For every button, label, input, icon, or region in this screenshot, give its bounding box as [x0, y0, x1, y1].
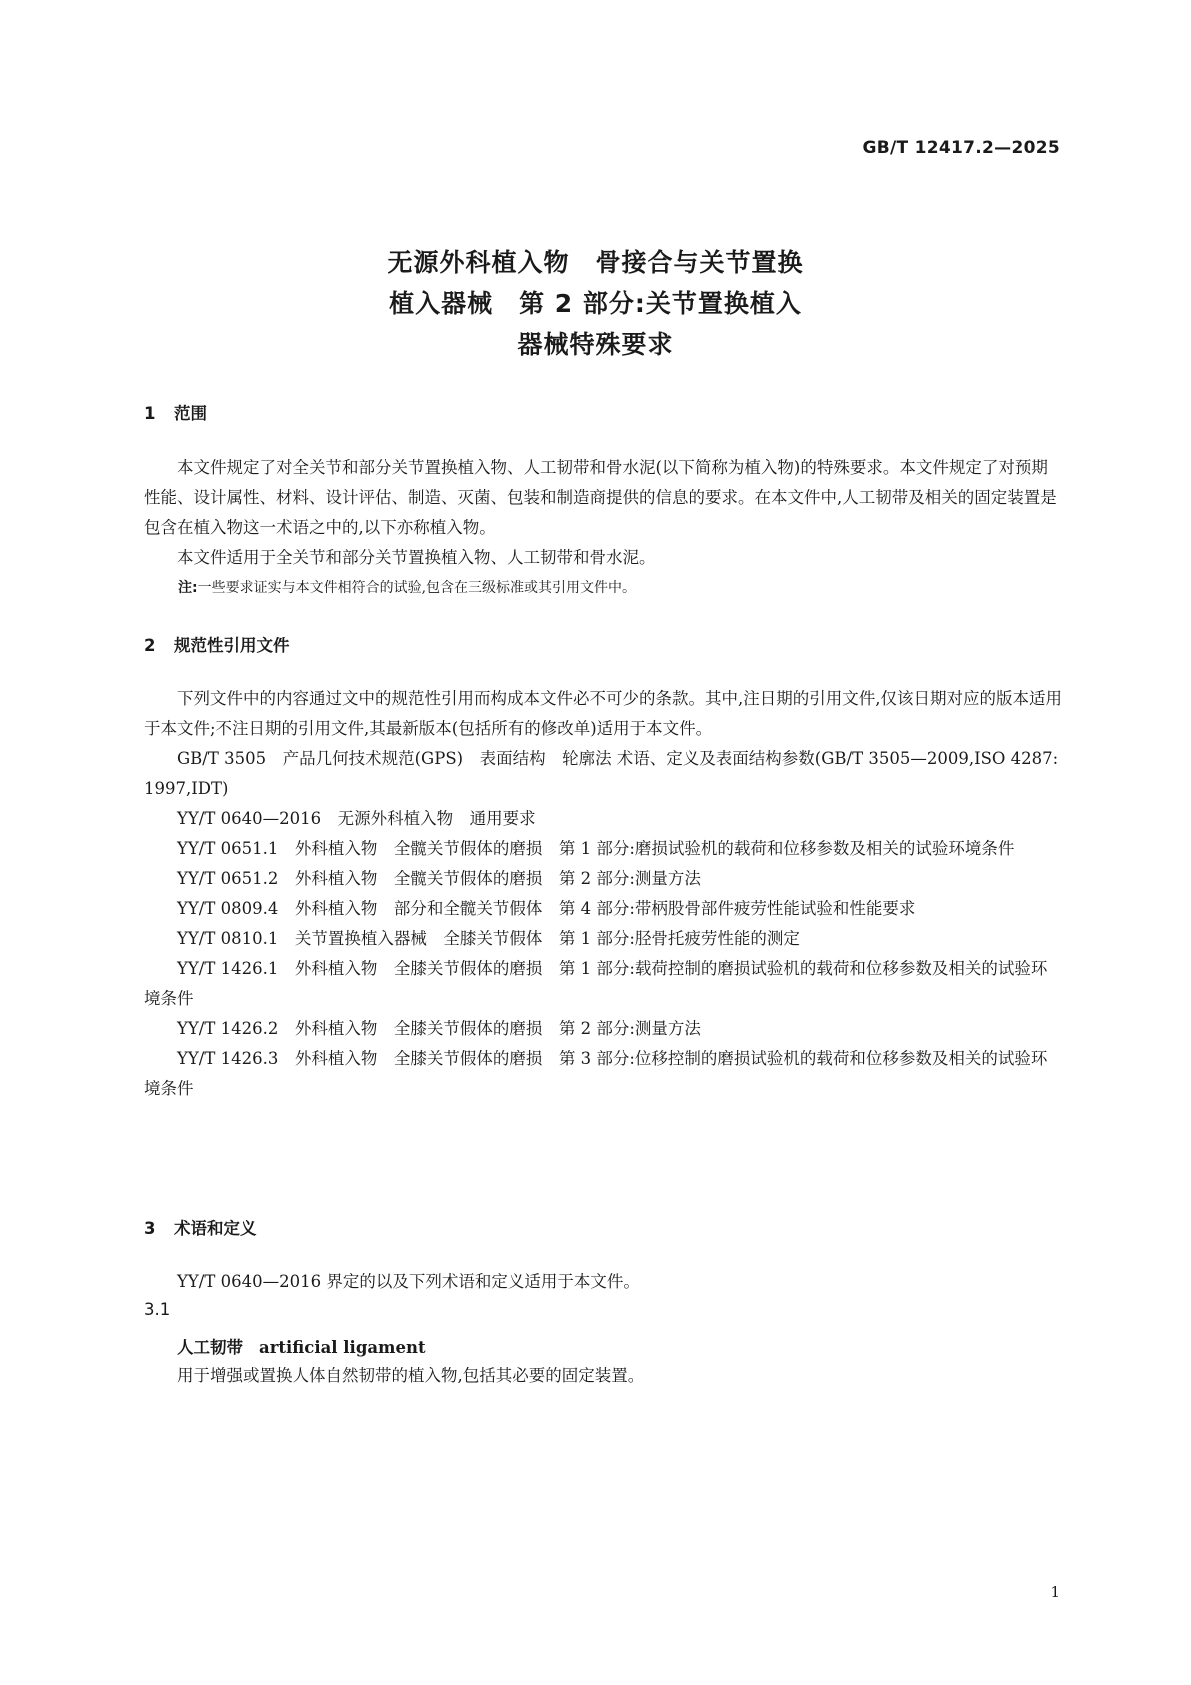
scope-paragraph-2: 本文件适用于全关节和部分关节置换植入物、人工韧带和骨水泥。 [177, 548, 656, 567]
clause-number: 3.1 [144, 1300, 171, 1319]
title-line-3: 器械特殊要求 [517, 330, 674, 359]
normative-references-intro: 下列文件中的内容通过文中的规范性引用而构成本文件必不可少的条款。其中,注日期的引用文件,仅该日期对应的版本适用于本文件;不注日期的引用文件,其最新版本(包括所有的修改单)适用于本文件。 [144, 689, 1062, 738]
reference-item: YY/T 1426.3 外科植入物 全膝关节假体的磨损 第 3 部分:位移控制的磨损试验机的载荷和位移参数及相关的试验环境条件 [144, 1049, 1048, 1098]
reference-item: YY/T 0640—2016 无源外科植入物 通用要求 [177, 809, 536, 828]
reference-item: YY/T 0651.2 外科植入物 全髋关节假体的磨损 第 2 部分:测量方法 [177, 869, 701, 888]
reference-item: GB/T 3505 产品几何技术规范(GPS) 表面结构 轮廓法 术语、定义及表面结构参数(GB/T 3505—2009,ISO 4287:1997,IDT) [144, 749, 1059, 798]
note-label: 注: [178, 580, 198, 596]
section-3-body [144, 1267, 1062, 1297]
section-3-title: 术语和定义 [174, 1219, 257, 1238]
title-line-2: 植入器械 第 2 部分:关节置换植入 [389, 289, 802, 318]
scope-paragraph-1: 本文件规定了对全关节和部分关节置换植入物、人工韧带和骨水泥(以下简称为植入物)的特殊要求。本文件规定了对预期性能、设计属性、材料、设计评估、制造、灭菌、包装和制造商提供的信息的要求。在本文件中,人工韧带及相关的固定装置是包含在植入物这一术语之中的,以下亦称植入物。 [144, 458, 1057, 537]
section-3-heading [144, 1215, 257, 1239]
reference-item: YY/T 0651.1 外科植入物 全髋关节假体的磨损 第 1 部分:磨损试验机的载荷和位移参数及相关的试验环境条件 [177, 839, 1015, 858]
section-2-number: 2 [144, 636, 156, 655]
reference-item: YY/T 0809.4 外科植入物 部分和全髋关节假体 第 4 部分:带柄股骨部件疲劳性能试验和性能要求 [177, 899, 916, 918]
reference-item: YY/T 0810.1 关节置换植入器械 全膝关节假体 第 1 部分:胫骨托疲劳性能的测定 [177, 929, 800, 948]
section-2-body [144, 684, 1062, 1104]
section-2-heading [144, 632, 290, 656]
scope-note [144, 573, 1062, 603]
section-3-number: 3 [144, 1219, 156, 1238]
section-1-body [144, 453, 1062, 603]
term-definition: 用于增强或置换人体自然韧带的植入物,包括其必要的固定装置。 [177, 1366, 645, 1385]
page-number: 1 [1050, 1583, 1060, 1601]
term-english: artificial ligament [259, 1338, 426, 1357]
note-text: 一些要求证实与本文件相符合的试验,包含在三级标准或其引用文件中。 [197, 580, 637, 596]
reference-item: YY/T 1426.2 外科植入物 全膝关节假体的磨损 第 2 部分:测量方法 [177, 1019, 701, 1038]
document-title [0, 242, 1191, 365]
reference-item: YY/T 1426.1 外科植入物 全膝关节假体的磨损 第 1 部分:载荷控制的磨损试验机的载荷和位移参数及相关的试验环境条件 [144, 959, 1048, 1008]
section-2-title: 规范性引用文件 [174, 636, 290, 655]
section-1-heading [144, 400, 207, 424]
terms-intro: YY/T 0640—2016 界定的以及下列术语和定义适用于本文件。 [177, 1272, 640, 1291]
term-chinese: 人工韧带 [177, 1338, 243, 1357]
section-1-number: 1 [144, 404, 156, 423]
title-line-1: 无源外科植入物 骨接合与关节置换 [387, 248, 804, 277]
standard-code: GB/T 12417.2—2025 [862, 138, 1060, 158]
term-entry [177, 1334, 426, 1358]
section-1-title: 范围 [174, 404, 207, 423]
